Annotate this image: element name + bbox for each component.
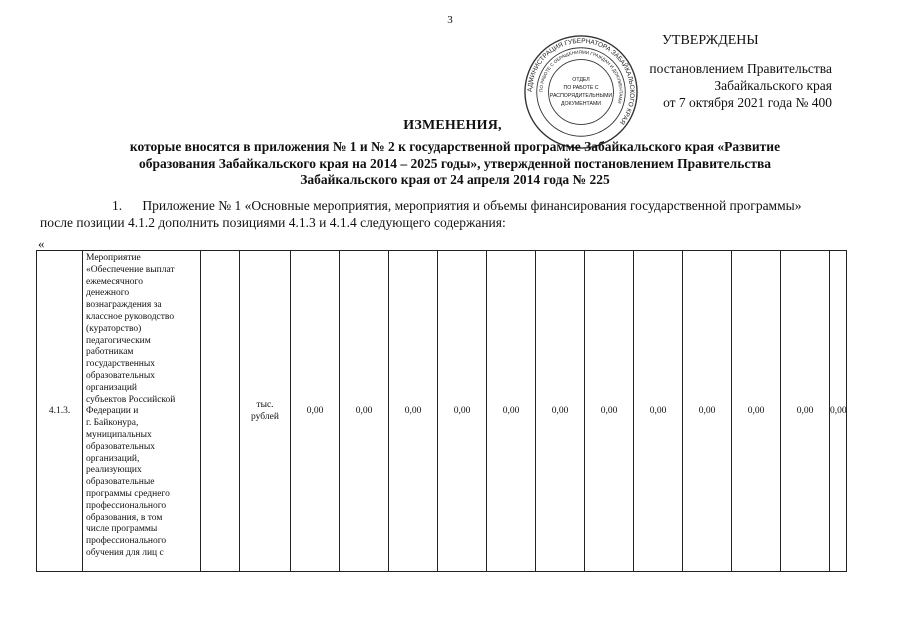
description-line: Федерации и — [86, 406, 139, 417]
description-line: классное руководство — [86, 311, 175, 322]
table-row — [37, 251, 847, 572]
value-cell: 0,00 — [585, 251, 634, 572]
stamp-ring-text: АДМИНИСТРАЦИЯ ГУБЕРНАТОРА ЗАБАЙКАЛЬСКОГО КРАЯ — [526, 37, 636, 126]
description-line: образования, в том — [86, 512, 163, 523]
description-line: ежемесячного — [86, 276, 143, 287]
document-title: ИЗМЕНЕНИЯ, — [403, 118, 502, 133]
description-line: образовательных — [86, 441, 155, 452]
value-cell: 0,00 — [781, 251, 830, 572]
subtitle-line: образования Забайкальского края на 2014 – 2025 годы», утвержденной постановлением Правительства — [138, 155, 771, 171]
paragraph-number: 1. — [112, 198, 123, 213]
unit-cell — [240, 251, 291, 572]
unit-line: рублей — [251, 412, 279, 422]
description-line: образовательных — [86, 370, 155, 381]
stamp-center-line: ПО РАБОТЕ С — [563, 85, 599, 92]
description-line: Мероприятие — [86, 253, 141, 263]
value-cell: 0,00 — [340, 251, 389, 572]
value-cell: 0,00 — [732, 251, 781, 572]
description-line: «Обеспечение выплат — [86, 264, 175, 275]
amendment-paragraph — [40, 198, 860, 231]
description-line: государственных — [86, 359, 156, 370]
value-cell: 0,00 — [291, 251, 340, 572]
unit-line: тыс. — [256, 400, 274, 410]
decree-line: от 7 октября 2021 года № 400 — [663, 95, 832, 110]
measure-description-cell — [83, 251, 201, 572]
description-line: организаций, — [86, 453, 140, 464]
stamp-center-line: ДОКУМЕНТАМИ — [560, 100, 602, 107]
value-cell: 0,00 — [830, 251, 847, 572]
description-line: числе программы — [86, 524, 158, 535]
description-line: организаций — [86, 382, 138, 393]
decree-line: Забайкальского края — [714, 78, 832, 93]
subtitle-line: которые вносятся в приложения № 1 и № 2 к государственной программе Забайкальского края «Развитие — [129, 139, 781, 154]
opening-quote: « — [38, 236, 45, 251]
description-line: г. Байконура, — [86, 418, 139, 429]
empty-cell — [201, 251, 240, 572]
approval-decree — [622, 60, 832, 111]
page-number: 3 — [447, 14, 453, 26]
description-line: (кураторство) — [86, 323, 142, 334]
document-subtitle — [70, 139, 840, 189]
paragraph-text-continued: после позиции 4.1.2 дополнить позициями 4.1.3 и 4.1.4 следующего содержания: — [40, 214, 506, 230]
description-line: субъектов Российской — [86, 394, 176, 405]
description-line: работникам — [86, 347, 134, 358]
stamp-inner-ring-text: ПО РАБОТЕ С ОБРАЩЕНИЯМИ ГРАЖДАН И ДОКУМЕНТАМИ — [538, 49, 624, 105]
value-cell: 0,00 — [389, 251, 438, 572]
value-cell: 0,00 — [683, 251, 732, 572]
decree-line: постановлением Правительства — [649, 61, 832, 76]
stamp-center-line: ОТДЕЛ — [572, 77, 590, 84]
financing-table — [36, 250, 847, 572]
description-line: обучения для лиц с — [86, 547, 164, 558]
description-line: денежного — [86, 288, 130, 299]
approval-heading: УТВЕРЖДЕНЫ — [662, 33, 759, 48]
value-cell: 0,00 — [536, 251, 585, 572]
stamp-center-line: РАСПОРЯДИТЕЛЬНЫМИ — [549, 92, 613, 99]
description-line: профессионального — [86, 536, 167, 547]
value-cell: 0,00 — [487, 251, 536, 572]
description-line: реализующих — [86, 465, 142, 476]
description-line: педагогическим — [86, 335, 151, 346]
subtitle-line: Забайкальского края от 24 апреля 2014 года № 225 — [300, 172, 610, 187]
value-cell: 0,00 — [634, 251, 683, 572]
description-line: программы среднего — [86, 488, 170, 499]
position-code-cell: 4.1.3. — [37, 251, 83, 572]
value-cell: 0,00 — [438, 251, 487, 572]
description-line: вознаграждения за — [86, 300, 162, 311]
description-line: муниципальных — [86, 429, 152, 440]
description-line: профессионального — [86, 500, 167, 511]
description-line: образовательные — [86, 477, 155, 488]
paragraph-text: Приложение № 1 «Основные мероприятия, мероприятия и объемы финансирования государственной программы» — [142, 198, 802, 213]
